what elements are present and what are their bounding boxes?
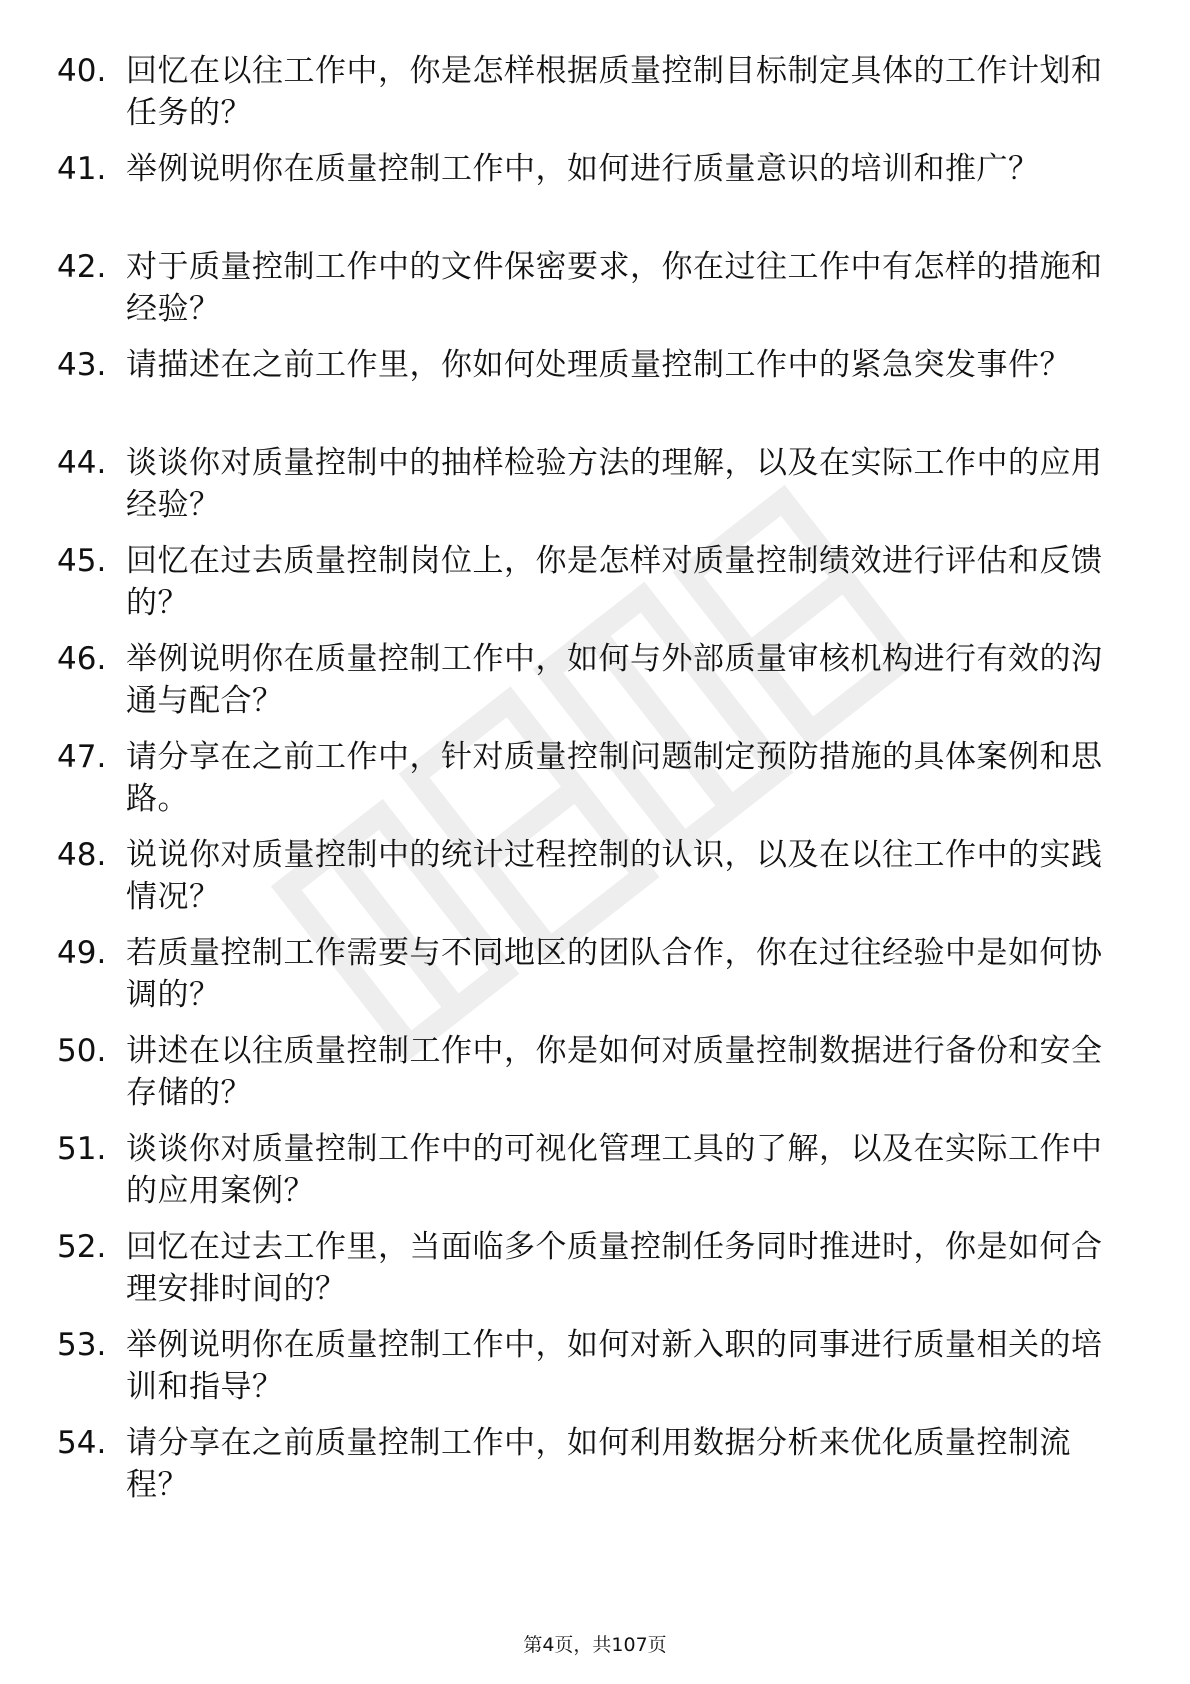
page-footer: 第4页，共107页 — [523, 1634, 667, 1656]
question-item — [57, 344, 1117, 442]
question-number: 48. — [57, 837, 107, 873]
question-number: 54. — [57, 1425, 107, 1461]
question-text: 说说你对质量控制中的统计过程控制的认识，以及在以往工作中的实践情况？ — [126, 837, 1103, 915]
question-text: 对于质量控制工作中的文件保密要求，你在过往工作中有怎样的措施和经验？ — [126, 249, 1103, 327]
question-item — [57, 540, 1117, 638]
question-item — [57, 148, 1117, 246]
question-text: 讲述在以往质量控制工作中，你是如何对质量控制数据进行备份和安全存储的？ — [126, 1033, 1103, 1111]
question-list — [57, 50, 1117, 1520]
question-text: 回忆在过去质量控制岗位上，你是怎样对质量控制绩效进行评估和反馈的？ — [126, 543, 1103, 621]
question-text: 回忆在以往工作中，你是怎样根据质量控制目标制定具体的工作计划和任务的？ — [126, 53, 1103, 131]
question-number: 44. — [57, 445, 107, 481]
question-item — [57, 1030, 1117, 1128]
question-text: 举例说明你在质量控制工作中，如何与外部质量审核机构进行有效的沟通与配合？ — [126, 641, 1103, 719]
question-item — [57, 834, 1117, 932]
question-text: 举例说明你在质量控制工作中，如何进行质量意识的培训和推广？ — [126, 151, 1040, 187]
question-number: 53. — [57, 1327, 107, 1363]
question-item — [57, 246, 1117, 344]
question-number: 43. — [57, 347, 107, 383]
question-item — [57, 442, 1117, 540]
question-number: 42. — [57, 249, 107, 285]
question-item — [57, 1226, 1117, 1324]
question-item — [57, 932, 1117, 1030]
question-number: 51. — [57, 1131, 107, 1167]
question-item — [57, 1422, 1117, 1520]
question-item — [57, 736, 1117, 834]
question-text: 举例说明你在质量控制工作中，如何对新入职的同事进行质量相关的培训和指导？ — [126, 1327, 1103, 1405]
question-number: 49. — [57, 935, 107, 971]
question-text: 若质量控制工作需要与不同地区的团队合作，你在过往经验中是如何协调的？ — [126, 935, 1103, 1013]
question-number: 40. — [57, 53, 107, 89]
question-number: 52. — [57, 1229, 107, 1265]
question-text: 回忆在过去工作里，当面临多个质量控制任务同时推进时，你是如何合理安排时间的？ — [126, 1229, 1103, 1307]
question-number: 47. — [57, 739, 107, 775]
question-number: 50. — [57, 1033, 107, 1069]
question-number: 41. — [57, 151, 107, 187]
question-number: 46. — [57, 641, 107, 677]
question-text: 谈谈你对质量控制中的抽样检验方法的理解，以及在实际工作中的应用经验？ — [126, 445, 1103, 523]
question-text: 请描述在之前工作里，你如何处理质量控制工作中的紧急突发事件？ — [126, 347, 1071, 383]
question-text: 请分享在之前工作中，针对质量控制问题制定预防措施的具体案例和思路。 — [126, 739, 1103, 817]
question-text: 请分享在之前质量控制工作中，如何利用数据分析来优化质量控制流程？ — [126, 1425, 1071, 1503]
question-item — [57, 1324, 1117, 1422]
question-item — [57, 50, 1117, 148]
question-item — [57, 638, 1117, 736]
question-number: 45. — [57, 543, 107, 579]
question-text: 谈谈你对质量控制工作中的可视化管理工具的了解，以及在实际工作中的应用案例？ — [126, 1131, 1103, 1209]
question-item — [57, 1128, 1117, 1226]
